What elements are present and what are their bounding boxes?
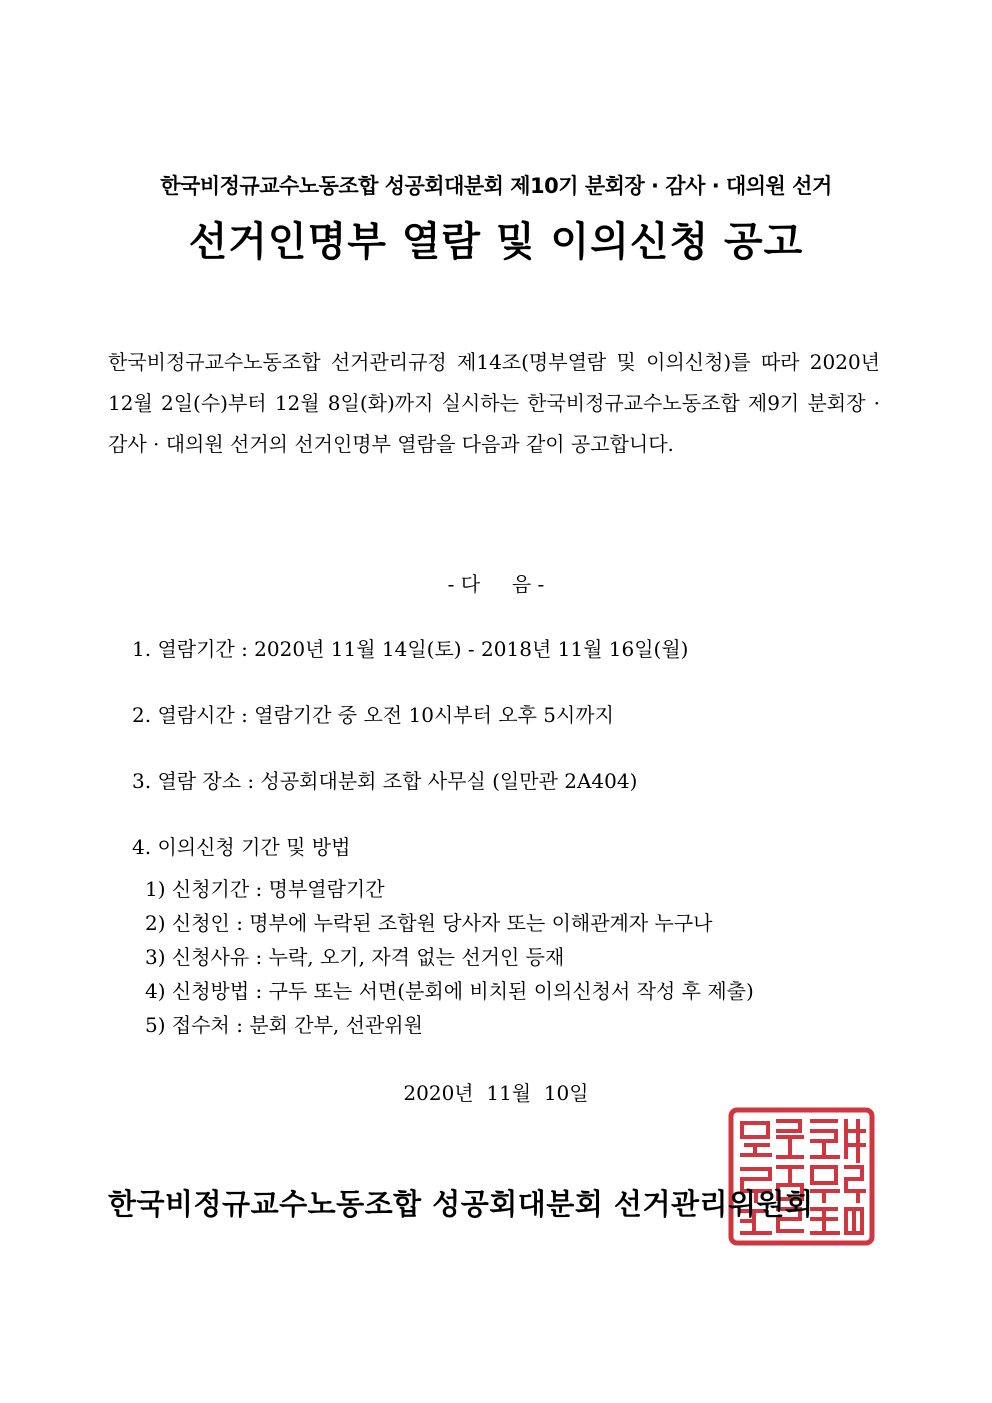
notice-subtitle: 한국비정규교수노동조합 성공회대분회 제10기 분회장 · 감사 · 대의원 선거 — [160, 174, 832, 198]
item-viewing-location: 3. 열람 장소 : 성공회대분회 조합 사무실 (일만관 2A404) — [132, 769, 638, 793]
sub-item-reason: 3) 신청사유 : 누락, 오기, 자격 없는 선거인 등재 — [145, 945, 565, 969]
notice-date: 2020년 11월 10일 — [403, 1081, 589, 1105]
notice-title: 선거인명부 열람 및 이의신청 공고 — [188, 219, 804, 265]
item-viewing-hours: 2. 열람시간 : 열람기간 중 오전 10시부터 오후 5시까지 — [132, 703, 614, 727]
item-objection: 4. 이의신청 기간 및 방법 — [132, 835, 351, 859]
organization-signature: 한국비정규교수노동조합 성공회대분회 선거관리위원회 — [108, 1187, 814, 1221]
sub-item-period: 1) 신청기간 : 명부열람기간 — [145, 877, 385, 901]
intro-paragraph: 한국비정규교수노동조합 선거관리규정 제14조(명부열람 및 이의신청)를 따라 2020년 12월 2일(수)부터 12월 8일(화)까지 실시하는 한국비정규교수노동조합 제9기 분회장 · 감사 · 대의원 선거의 선거인명부 열람을 다음과 같이 공고합니다. — [108, 350, 880, 456]
section-heading: - 다 음 - — [447, 572, 545, 596]
sub-item-reception: 5) 접수처 : 분회 간부, 선관위원 — [145, 1013, 423, 1037]
official-seal — [728, 1107, 875, 1246]
sub-item-applicant: 2) 신청인 : 명부에 누락된 조합원 당사자 또는 이해관계자 누구나 — [145, 911, 713, 935]
item-viewing-period: 1. 열람기간 : 2020년 11월 14일(토) - 2018년 11월 16일(월) — [132, 637, 689, 661]
sub-item-method: 4) 신청방법 : 구두 또는 서면(분회에 비치된 이의신청서 작성 후 제출) — [145, 979, 754, 1003]
